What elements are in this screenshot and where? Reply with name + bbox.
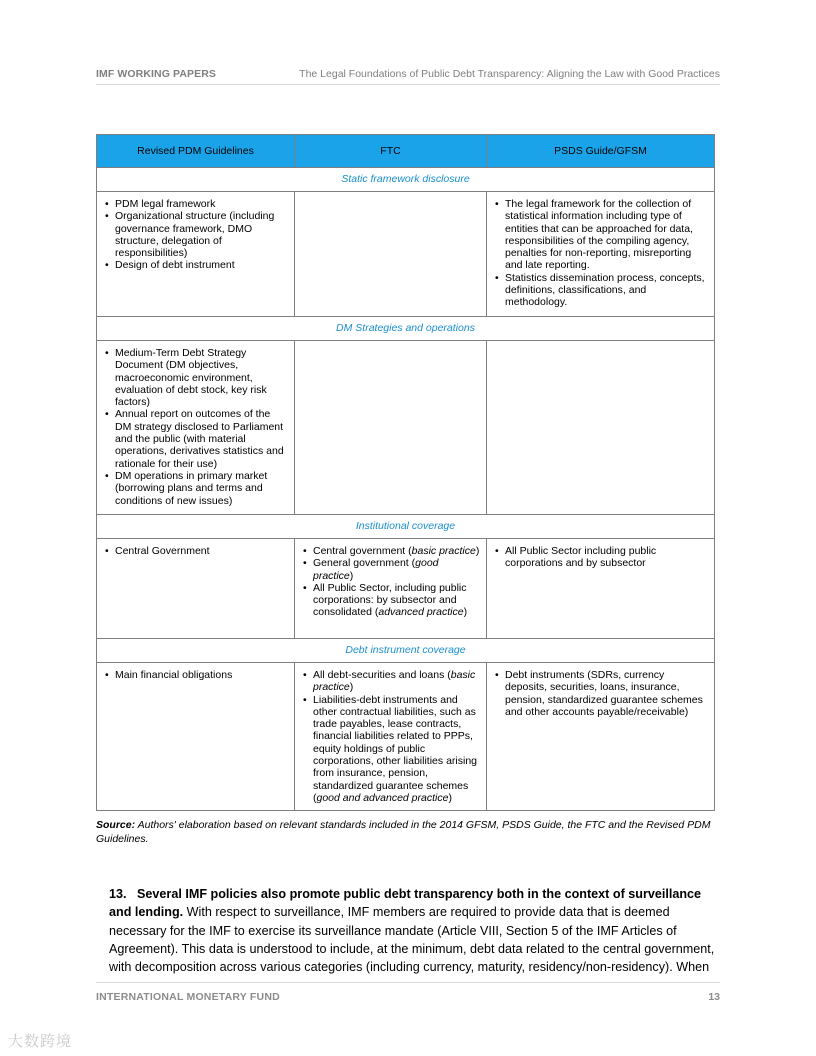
source-label: Source: (96, 819, 136, 831)
page-number: 13 (708, 991, 720, 1003)
section-row (97, 515, 715, 539)
bullet-list (103, 545, 288, 557)
page-header (96, 66, 720, 85)
table-cell (97, 663, 295, 811)
table-row (97, 539, 715, 639)
header-paper-title: The Legal Foundations of Public Debt Transparency: Aligning the Law with Good Practices (299, 68, 720, 80)
bullet-item: • Organizational structure (including governance framework, DMO structure, delegation of responsibilities) (103, 210, 288, 259)
watermark-logo (8, 1030, 72, 1051)
bullet-item: • All Public Sector, including public corporations: by subsector and consolidated (advanced practice) (301, 582, 480, 619)
bullet-item: • All debt-securities and loans (basic practice) (301, 669, 480, 694)
bullet-list (493, 198, 708, 309)
bullet-list (103, 347, 288, 507)
paragraph-body: With respect to surveillance, IMF members are required to provide data that is deemed necessary for the IMF to exercise its surveillance mandate (Article VIII, Section 5 of the IMF Articles of Agreement). This data is understood to include, at the minimum, debt data related to the central government, with decomposition across various categories (including currency, maturity, residency/non-residency). When (109, 905, 715, 975)
source-text: Authors' elaboration based on relevant standards included in the 2014 GFSM, PSDS Guide, the FTC and the Revised PDM Guidelines. (96, 819, 711, 845)
watermark-text: 大数跨境 (8, 1033, 73, 1050)
table-cell (487, 192, 715, 317)
bullet-item: • The legal framework for the collection of statistical information including type of entities that can be approached for data, responsibilities of the compiling agency, penalties for non-reporting, misreporting and late reporting. (493, 198, 708, 272)
bullet-item: • Medium-Term Debt Strategy Document (DM objectives, macroeconomic environment, evaluation of debt stock, key risk factors) (103, 347, 288, 408)
table-cell (295, 192, 487, 317)
column-header: PSDS Guide/GFSM (487, 135, 715, 168)
bullet-list (103, 198, 288, 272)
section-row (97, 317, 715, 341)
column-header: Revised PDM Guidelines (97, 135, 295, 168)
bullet-list (301, 545, 480, 619)
section-title: Static framework disclosure (97, 168, 715, 192)
table-cell (97, 341, 295, 515)
table-cell (487, 341, 715, 515)
bullet-item: • PDM legal framework (103, 198, 288, 210)
bullet-item: • Design of debt instrument (103, 259, 288, 271)
bullet-item: • General government (good practice) (301, 557, 480, 582)
bullet-item: • Central government (basic practice) (301, 545, 480, 557)
bullet-list (301, 669, 480, 804)
paragraph-13 (109, 885, 718, 976)
table-source-note (96, 818, 716, 846)
section-title: Debt instrument coverage (97, 639, 715, 663)
section-title: Institutional coverage (97, 515, 715, 539)
bullet-item: • Liabilities-debt instruments and other contractual liabilities, such as trade payables, lease contracts, financial liabilities related to PPPs, equity holdings of public corporations, other liabilities arising from insurance, pension, standardized guarantee schemes (good and advanced practice) (301, 694, 480, 805)
bullet-item: • Main financial obligations (103, 669, 288, 681)
bullet-item: • DM operations in primary market (borrowing plans and terms and conditions of new issues) (103, 470, 288, 507)
table-cell (487, 663, 715, 811)
table-row (97, 341, 715, 515)
section-title: DM Strategies and operations (97, 317, 715, 341)
bullet-list (493, 669, 708, 718)
table-cell (295, 663, 487, 811)
bullet-item: • Statistics dissemination process, concepts, definitions, classifications, and methodology. (493, 272, 708, 309)
header-series-title: IMF WORKING PAPERS (96, 68, 217, 80)
bullet-item: • Central Government (103, 545, 288, 557)
paragraph-lead: Several IMF policies also promote public debt transparency both in the context of surveillance and lending. (109, 887, 702, 920)
section-row (97, 639, 715, 663)
table-cell (97, 539, 295, 639)
table-cell (97, 192, 295, 317)
table-cell (487, 539, 715, 639)
comparison-table (96, 134, 715, 811)
bullet-list (103, 669, 288, 681)
table-row (97, 192, 715, 317)
bullet-list (493, 545, 708, 570)
table-row (97, 663, 715, 811)
paragraph-number: 13. (109, 887, 127, 901)
footer-org: INTERNATIONAL MONETARY FUND (96, 991, 280, 1003)
section-row (97, 168, 715, 192)
table-cell (295, 341, 487, 515)
column-header: FTC (295, 135, 487, 168)
bullet-item: • All Public Sector including public corporations and by subsector (493, 545, 708, 570)
table-header-row (97, 135, 715, 168)
bullet-item: • Debt instruments (SDRs, currency deposits, securities, loans, insurance, pension, standardized guarantee schemes and other accounts payable/receivable) (493, 669, 708, 718)
bullet-item: • Annual report on outcomes of the DM strategy disclosed to Parliament and the public (with material operations, derivatives statistics and rationale for their use) (103, 408, 288, 469)
table-cell (295, 539, 487, 639)
page-footer (96, 982, 720, 1005)
